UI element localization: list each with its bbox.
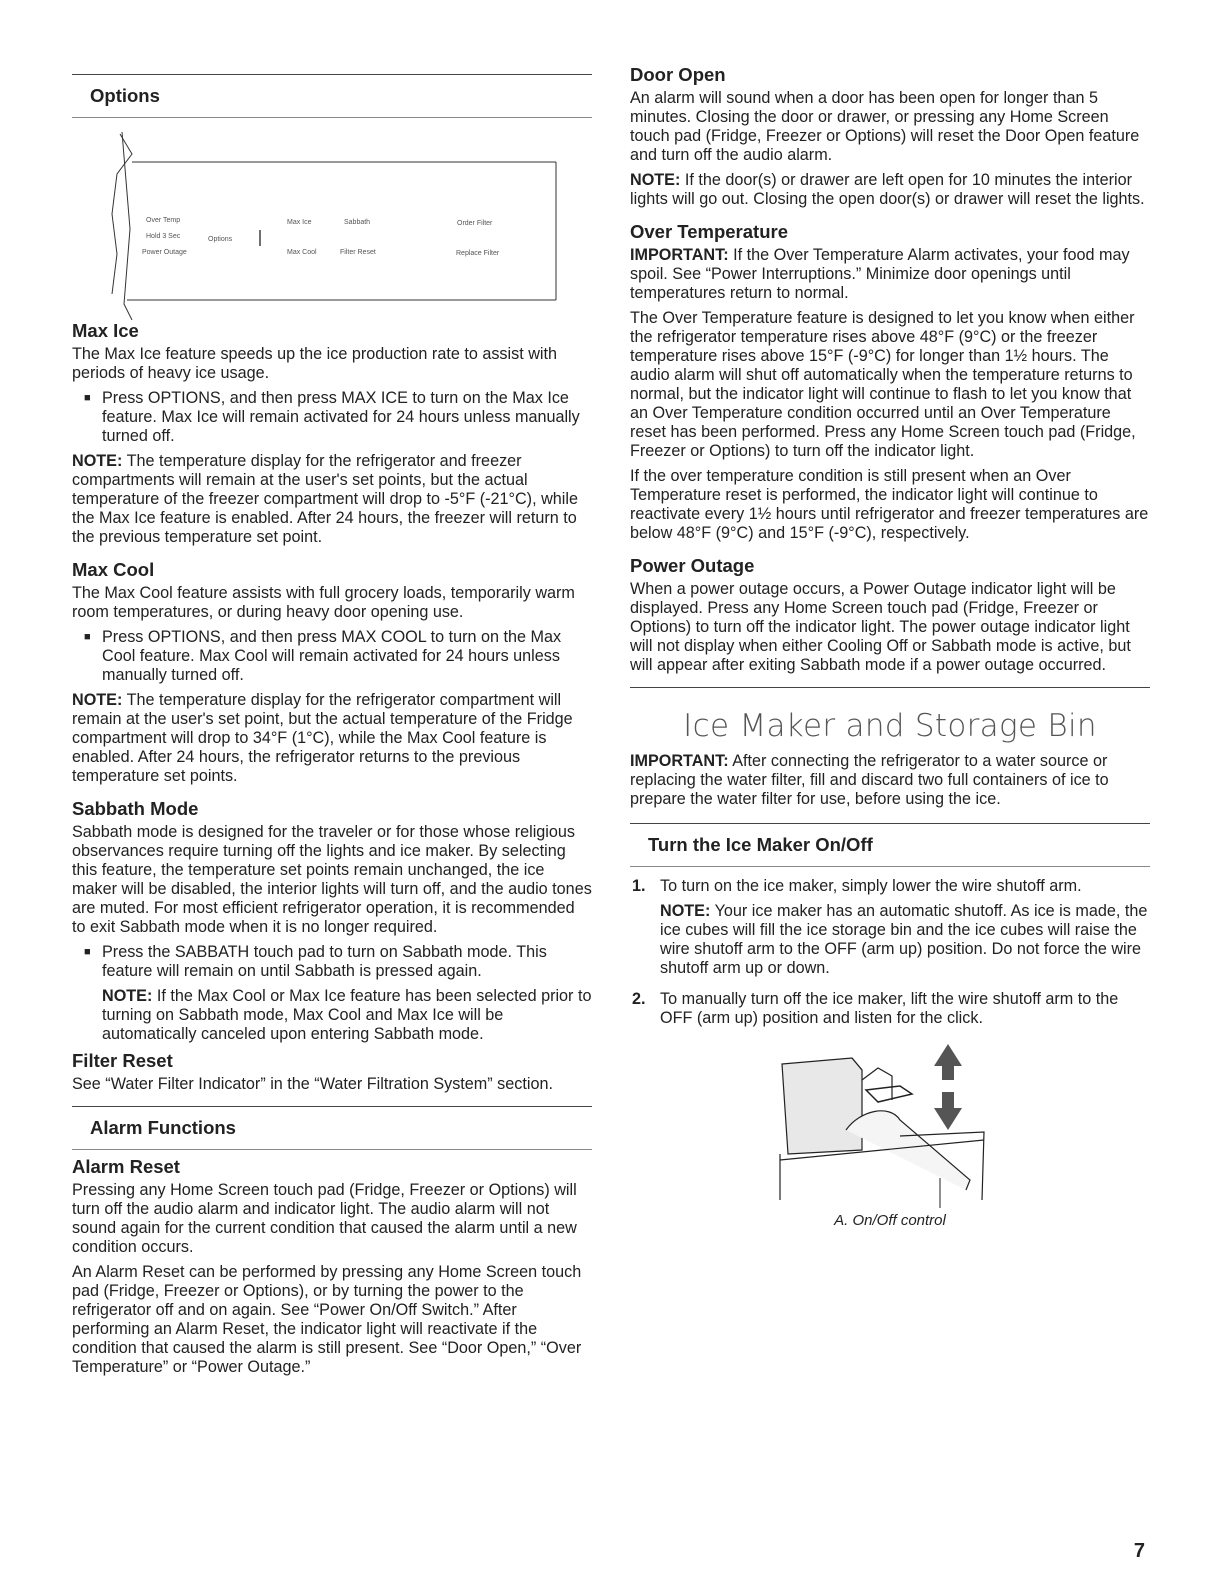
bullet-square-icon: ■ — [84, 946, 91, 958]
alarm-functions-header: Alarm Functions — [72, 1106, 592, 1150]
panel-replace-filter: Replace Filter — [456, 250, 500, 257]
over-temp-important — [630, 246, 1150, 303]
note-label: NOTE: — [660, 902, 711, 920]
panel-power-outage: Power Outage — [142, 249, 187, 256]
alarm-reset-p2: An Alarm Reset can be performed by pressing any Home Screen touch pad (Fridge, Freezer or Options), or by turning the power to the refrigerator off and on again. See “Power On/Off Switch.” After performing an Alarm Reset, the indicator light will reactivate if the condition that caused the alarm is still present. See “Door Open,” “Over Temperature” or “Power Outage.” — [72, 1263, 582, 1376]
filter-reset-heading: Filter Reset — [72, 1050, 173, 1071]
step-number: 2. — [632, 990, 646, 1008]
alarm-reset-p1: Pressing any Home Screen touch pad (Fridge, Freezer or Options) will turn off the audio alarm and indicator light. The audio alarm will not sound again for the current condition that caused the alarm until a new condition occurs. — [72, 1181, 577, 1256]
panel-filter-reset: Filter Reset — [340, 249, 376, 256]
power-outage-heading: Power Outage — [630, 555, 755, 576]
page-number: 7 — [1133, 1540, 1145, 1562]
max-ice-heading: Max Ice — [72, 320, 139, 341]
arrow-up-icon — [934, 1044, 962, 1080]
over-temp-heading: Over Temperature — [630, 221, 788, 242]
sabbath-bullet: Press the SABBATH touch pad to turn on Sabbath mode. This feature will remain on until Sabbath is pressed again. — [102, 943, 547, 980]
ice-maker-drawing — [770, 1040, 1010, 1210]
list-item — [72, 628, 592, 685]
bullet-square-icon: ■ — [84, 631, 91, 643]
max-ice-note — [72, 452, 592, 547]
step-text: To manually turn off the ice maker, lift the wire shutoff arm to the OFF (arm up) position and listen for the click. — [660, 990, 1119, 1027]
note-label: NOTE: — [630, 171, 681, 189]
list-item — [630, 877, 1150, 984]
filter-reset-text: See “Water Filter Indicator” in the “Water Filtration System” section. — [72, 1075, 553, 1093]
step-text: To turn on the ice maker, simply lower the wire shutoff arm. — [660, 877, 1082, 895]
ice-maker-important — [630, 752, 1150, 809]
over-temp-p2: If the over temperature condition is still present when an Over Temperature reset is performed, the indicator light will continue to reactivate every 1½ hours until refrigerator and freezer temperatures are below 48°F (9°C) and 15°F (-9°C), respectively. — [630, 467, 1149, 542]
important-text: After connecting the refrigerator to a water source or replacing the water filter, fill and discard two full containers of ice to prepare the water filter for use, before using the ice. — [630, 752, 1109, 808]
note-label: NOTE: — [102, 987, 153, 1005]
control-panel-drawing — [72, 124, 592, 320]
door-open-note — [630, 171, 1150, 209]
panel-order-filter: Order Filter — [457, 220, 493, 227]
note-text: If the Max Cool or Max Ice feature has been selected prior to turning on Sabbath mode, Max Cool and Max Ice will be automatically canceled upon entering Sabbath mode. — [102, 987, 592, 1043]
panel-sabbath: Sabbath — [344, 219, 371, 226]
panel-hold-3-sec: Hold 3 Sec — [146, 233, 181, 240]
note-label: NOTE: — [72, 691, 123, 709]
step-number: 1. — [632, 877, 646, 895]
important-label: IMPORTANT: — [630, 752, 729, 770]
note-label: NOTE: — [72, 452, 123, 470]
max-cool-intro: The Max Cool feature assists with full grocery loads, temporarily warm room temperatures, or during heavy door opening use. — [72, 584, 575, 621]
options-section-header: Options — [72, 74, 592, 118]
ice-maker-illustration — [770, 1040, 1010, 1210]
important-label: IMPORTANT: — [630, 246, 729, 264]
panel-over-temp: Over Temp — [146, 217, 181, 224]
max-ice-bullet: Press OPTIONS, and then press MAX ICE to turn on the Max Ice feature. Max Ice will remain activated for 24 hours unless manually turned off. — [102, 389, 580, 445]
panel-max-cool: Max Cool — [287, 249, 317, 256]
figure-caption: A. On/Off control — [834, 1212, 946, 1229]
max-cool-note — [72, 691, 592, 786]
right-column — [630, 62, 1150, 1229]
options-panel-illustration — [72, 124, 592, 320]
sabbath-note — [102, 987, 592, 1044]
sabbath-heading: Sabbath Mode — [72, 798, 199, 819]
max-cool-heading: Max Cool — [72, 559, 155, 580]
over-temp-p1: The Over Temperature feature is designed to let you know when either the refrigerator temperature rises above 48°F (9°C) or the freezer temperature rises above 15°F (-9°C) for longer than 1½ hours. The audio alarm will shut off automatically when the temperature returns to normal, but the indicator light will continue to flash to let you know that an Over Temperature condition occurred until an Over Temperature reset has been performed. Press any Home Screen touch pad (Fridge, Freezer or Options) to turn off the indicator light. — [630, 309, 1136, 460]
max-ice-intro: The Max Ice feature speeds up the ice production rate to assist with periods of heavy ice usage. — [72, 345, 557, 382]
turn-ice-maker-header: Turn the Ice Maker On/Off — [630, 823, 1150, 867]
ice-maker-section-title: Ice Maker and Storage Bin — [630, 687, 1150, 752]
panel-options: Options — [208, 236, 233, 243]
left-column — [72, 62, 592, 1383]
arrow-down-icon — [934, 1092, 962, 1130]
step-note — [660, 902, 1150, 978]
note-text: The temperature display for the refrigerator and freezer compartments will remain at the user's set points, but the actual temperature of the freezer compartment will drop to -5°F (-21°C), while the Max Ice feature is enabled. After 24 hours, the freezer will return to the previous temperature set point. — [72, 452, 578, 546]
note-text: The temperature display for the refrigerator compartment will remain at the user's set point, but the actual temperature of the Fridge compartment will drop to 34°F (1°C), while the Max Cool feature is enabled. After 24 hours, the refrigerator returns to the previous temperature set points. — [72, 691, 573, 785]
door-open-heading: Door Open — [630, 64, 726, 85]
list-item — [630, 990, 1150, 1034]
max-cool-bullet: Press OPTIONS, and then press MAX COOL to turn on the Max Cool feature. Max Cool will remain activated for 24 hours unless manually turned off. — [102, 628, 562, 684]
list-item — [72, 389, 592, 446]
note-text: If the door(s) or drawer are left open for 10 minutes the interior lights will go out. Closing the open door(s) or drawer will reset the lights. — [630, 171, 1145, 208]
note-text: Your ice maker has an automatic shutoff. As ice is made, the ice cubes will fill the ice storage bin and the ice cubes will raise the wire shutoff arm to the OFF (arm up) position. Do not force the wire shutoff arm up or down. — [660, 902, 1148, 977]
door-open-text: An alarm will sound when a door has been open for longer than 5 minutes. Closing the door or drawer, or pressing any Home Screen touch pad (Fridge, Freezer or Options) will reset the Door Open feature and turn off the audio alarm. — [630, 89, 1140, 164]
alarm-reset-heading: Alarm Reset — [72, 1156, 180, 1177]
panel-max-ice: Max Ice — [287, 219, 312, 226]
sabbath-intro: Sabbath mode is designed for the traveler or for those whose religious observances require turning off the lights and ice maker. By selecting this feature, the temperature set points remain unchanged, the ice maker will be disabled, the interior lights will turn off, and the audio tones are muted. For most efficient refrigerator operation, it is recommended to exit Sabbath mode when it is no longer required. — [72, 823, 592, 936]
list-item — [72, 943, 592, 981]
important-text: If the Over Temperature Alarm activates, your food may spoil. See “Power Interruptions.” Minimize door openings until temperatures return to normal. — [630, 246, 1130, 302]
power-outage-text: When a power outage occurs, a Power Outage indicator light will be displayed. Press any Home Screen touch pad (Fridge, Freezer or Options) to turn off the indicator light. The power outage indicator light will not display when either Cooling Off or Sabbath mode is active, but will appear after exiting Sabbath mode if a power outage occurred. — [630, 580, 1131, 674]
bullet-square-icon: ■ — [84, 392, 91, 404]
